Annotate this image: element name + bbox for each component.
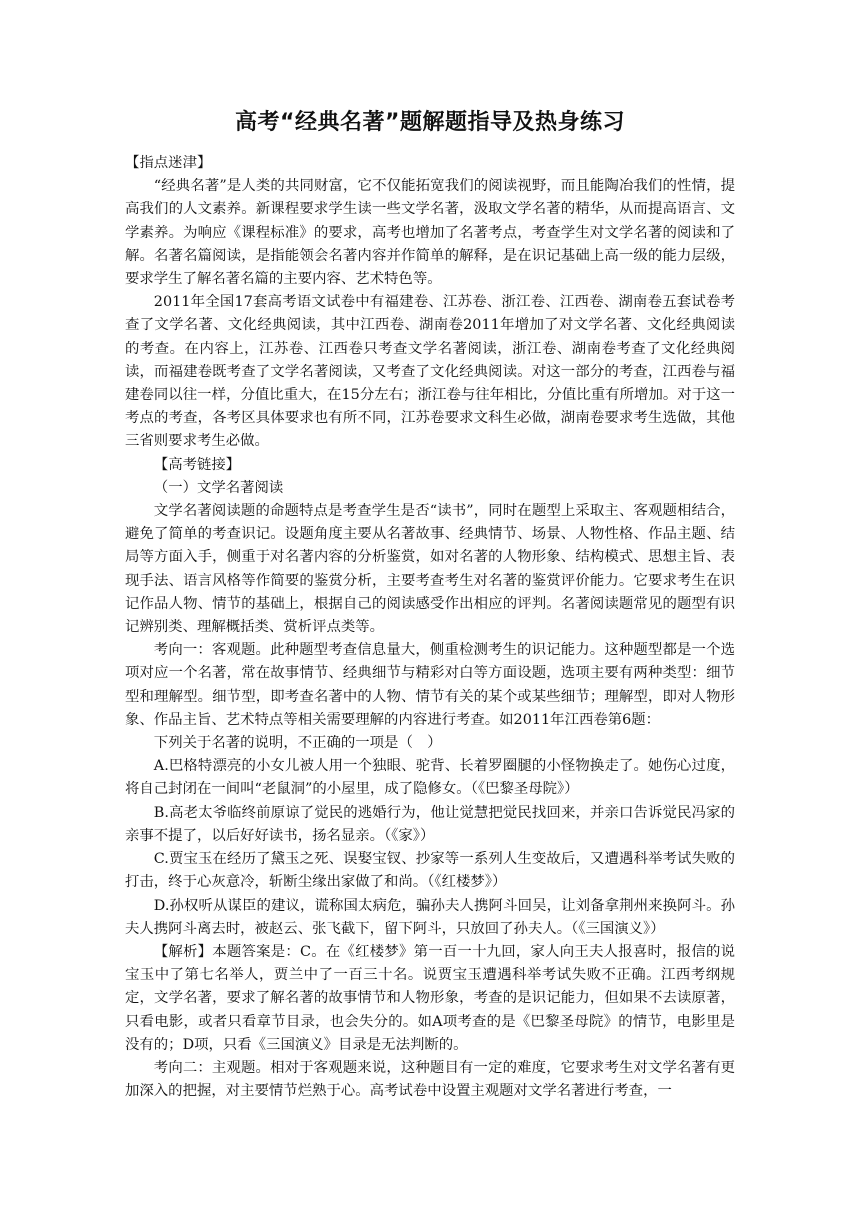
option-c: C.贾宝玉在经历了黛玉之死、误娶宝钗、抄家等一系列人生变故后，又遭遇科举考试失败的打击，终于心灰意冷，斩断尘缘出家做了和尚。（《红楼梦》） <box>125 851 735 891</box>
paragraph-intro: “经典名著”是人类的共同财富，它不仅能拓宽我们的阅读视野，而且能陶冶我们的性情，提高我们的人文素养。新课程要求学生读一些文学名著，汲取文学名著的精华，从而提高语言、文学素养。为响应《课程标准》的要求，高考也增加了名著考点，考查学生对文学名著的阅读和了解。名著名篇阅读，是指能领会名著内容并作简单的解释，是在识记基础上高一级的能力层级，要求学生了解名著名篇的主要内容、艺术特色等。 <box>125 178 735 288</box>
paragraph-2011-exams: 2011年全国17套高考语文试卷中有福建卷、江苏卷、浙江卷、江西卷、湖南卷五套试卷考查了文学名著、文化经典阅读，其中江西卷、湖南卷2011年增加了对文学名著、文化经典阅读的考查。在内容上，江苏卷、江西卷只考查文学名著阅读，浙江卷、湖南卷考查了文化经典阅读，而福建卷既考查了文学名著阅读，又考查了文化经典阅读。对这一部分的考查，江西卷与福建卷同以往一样，分值比重大，在15分左右；浙江卷与往年相比，分值比重有所增加。对于这一考点的考查，各考区具体要求也有所不同，江苏卷要求文科生必做，湖南卷要求考生选做，其他三省则要求考生必做。 <box>125 294 735 450</box>
question-stem: 下列关于名著的说明，不正确的一项是（ ） <box>153 735 442 752</box>
subsection-heading-literary-reading: （一）文学名著阅读 <box>153 479 284 496</box>
option-d: D.孙权听从谋臣的建议，谎称国太病危，骗孙夫人携阿斗回吴，让刘备拿荆州来换阿斗。孙夫人携阿斗离去时，被赵云、张飞截下，留下阿斗，只放回了孙夫人。（《三国演义》） <box>125 897 735 937</box>
paragraph-direction-one: 考向一：客观题。此种题型考查信息量大，侧重检测考生的识记能力。这种题型都是一个选项对应一个名著，常在故事情节、经典细节与精彩对白等方面设题，选项主要有两种类型：细节型和理解型。细节型，即考查名著中的人物、情节有关的某个或某些细节；理解型，即对人物形象、作品主旨、艺术特点等相关需要理解的内容进行考查。如2011年江西卷第6题： <box>125 642 735 728</box>
paragraph-analysis: 【解析】本题答案是：C。在《红楼梦》第一百一十九回，家人向王夫人报喜时，报信的说宝玉中了第七名举人，贾兰中了一百三十名。说贾宝玉遭遇科举考试失败不正确。江西考纲规定，文学名著，要求了解名著的故事情节和人物形象，考查的是识记能力，但如果不去读原著，只看电影，或者只看章节目录，也会失分的。如A项考查的是《巴黎圣母院》的情节，电影里是没有的；D项，只看《三国演义》目录是无法判断的。 <box>125 943 735 1053</box>
option-b: B.高老太爷临终前原谅了觉民的逃婚行为，他让觉慧把觉民找回来，并亲口告诉觉民冯家的亲事不提了，以后好好读书，扬名显亲。（《家》） <box>125 804 735 844</box>
paragraph-question-features: 文学名著阅读题的命题特点是考查学生是否“读书”，同时在题型上采取主、客观题相结合，避免了简单的考查识记。设题角度主要从名著故事、经典情节、场景、人物性格、作品主题、结局等方面入手，侧重于对名著内容的分析鉴赏，如对名著的人物形象、结构模式、思想主旨、表现手法、语言风格等作简要的鉴赏分析，主要考查考生对名著的鉴赏评价能力。它要求考生在识记作品人物、情节的基础上，根据自己的阅读感受作出相应的评判。名著阅读题常见的题型有识记辨别类、理解概括类、赏析评点类等。 <box>125 503 735 636</box>
section-heading-tips: 【指点迷津】 <box>125 155 212 171</box>
document-page <box>125 108 735 1103</box>
option-a: A.巴格特漂亮的小女儿被人用一个独眼、驼背、长着罗圈腿的小怪物换走了。她伤心过度，将自己封闭在一间叫“老鼠洞”的小屋里，成了隐修女。（《巴黎圣母院》） <box>125 758 735 798</box>
paragraph-direction-two: 考向二：主观题。相对于客观题来说，这种题目有一定的难度，它要求考生对文学名著有更加深入的把握，对主要情节烂熟于心。高考试卷中设置主观题对文学名著进行考查，一 <box>125 1059 735 1100</box>
document-title: 高考“经典名著”题解题指导及热身练习 <box>235 110 625 135</box>
section-heading-exam-link: 【高考链接】 <box>153 456 241 473</box>
